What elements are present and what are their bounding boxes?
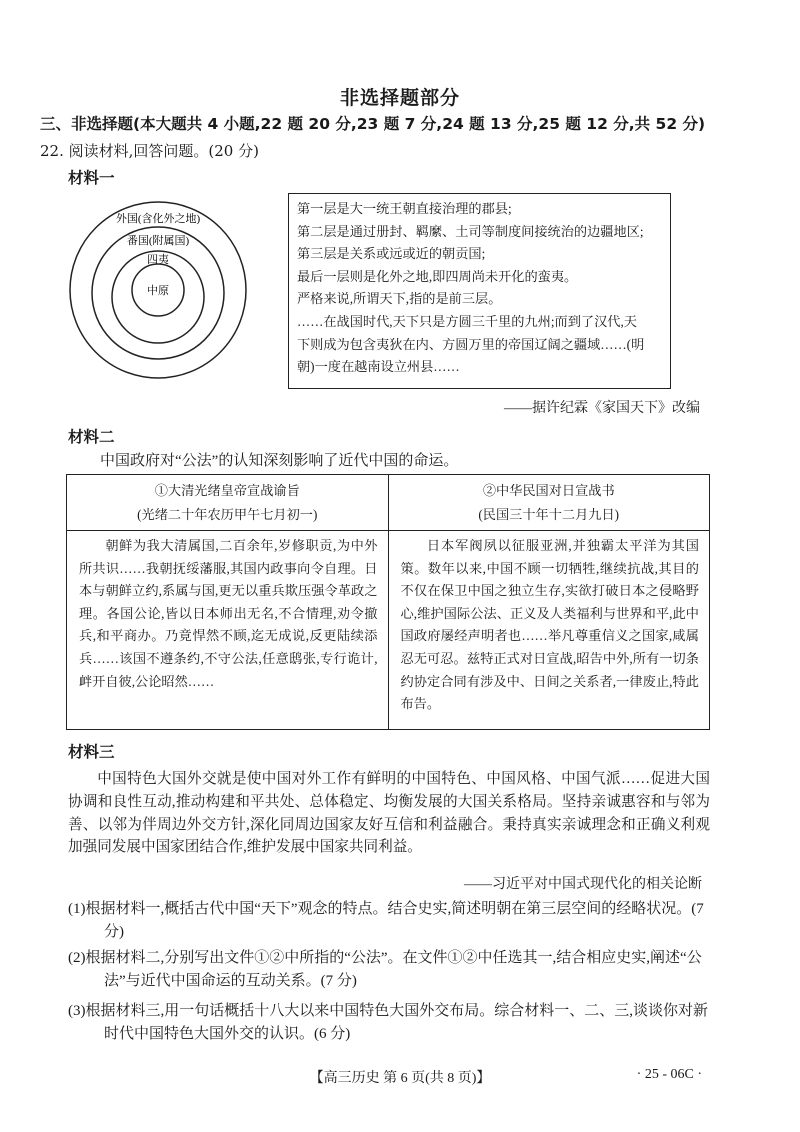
material-3-body: 中国特色大国外交就是使中国对外工作有鲜明的中国特色、中国风格、中国气派……促进大国协调和良性互动,推动构建和平共处、总体稳定、均衡发展的大国关系格局。坚持亲诚惠容和与邻为善、以邻为伴周边外交方针,深化同周边国家友好互信和利益融合。秉持真实亲诚理念和正确义利观加强同发展中国家团结合作,维护发展中国家共同利益。 [68,771,710,856]
document-1-column [67,475,388,729]
label-ring-outer: 外国(含化外之地) [115,213,201,225]
document-2-header [389,475,710,531]
question-2: (2)根据材料二,分别写出文件①②中所指的“公法”。在文件①②中任选其一,结合相应史实,阐述“公法”与近代中国命运的互动关系。(7 分) [68,950,702,989]
material-2-intro: 中国政府对“公法”的认知深刻影响了近代中国的命运。 [100,453,459,469]
document-1-header [67,475,388,531]
page-footer: 【高三历史 第 6 页(共 8 页)】 [309,1071,491,1086]
quote-line: 第三层是关系或远或近的朝贡国; [297,246,486,262]
label-ring-third: 四夷 [147,254,169,266]
quote-line: 下则成为包含夷狄在内、方圆万里的帝国辽阔之疆域……(明 [297,336,645,352]
material-1-quote-box [288,193,671,389]
document-1-date: (光绪二十年农历甲午七月初一) [137,507,318,522]
material-1-label: 材料一 [68,169,115,187]
material-1-source: ——据许纪霖《家国天下》改编 [504,401,700,416]
quote-line: 第一层是大一统王朝直接治理的郡县; [297,201,512,216]
material-3-source: ——习近平对中国式现代化的相关论断 [464,877,702,892]
section-title: 非选择题部分 [339,87,460,109]
question-3: (3)根据材料三,用一句话概括十八大以来中国特色大国外交布局。综合材料一、二、三,谈谈你对新时代中国特色大国外交的认识。(6 分) [68,1003,708,1042]
document-2-column [388,475,710,729]
document-2-title: ②中华民国对日宣战书 [482,483,615,498]
quote-line: 朝)一度在越南设立州县…… [297,359,460,375]
concentric-circle-diagram [68,200,248,380]
quote-line: 严格来说,所谓天下,指的是前三层。 [297,291,502,307]
document-1-body: 朝鲜为我大清属国,二百余年,岁修职贡,为中外所共识……我朝抚绥藩服,其国内政事向令自理。日本与朝鲜立约,系属与国,更无以重兵欺压强令革政之理。各国公论,皆以日本师出无名,不合情理,劝令撤兵,和平商办。乃竟悍然不顾,迄无成说,反更陆续添兵……该国不遵条约,不守公法,任意鸱张,专行诡计,衅开自彼,公论昭然…… [79,538,378,689]
label-center: 中原 [147,285,169,297]
quote-line: 第二层是通过册封、羁縻、土司等制度间接统治的边疆地区; [297,223,644,239]
paper-code: · 25 - 06C · [636,1067,702,1082]
diagram-svg [68,200,248,380]
quote-line: 最后一层则是化外之地,即四周尚未开化的蛮夷。 [297,268,578,284]
question-22-heading: 22. 阅读材料,回答问题。(20 分) [40,142,259,160]
part-heading: 三、非选择题(本大题共 4 小题,22 题 20 分,23 题 7 分,24 题 13 分,25 题 12 分,共 52 分) [40,115,706,133]
document-2-body: 日本军阀夙以征服亚洲,并独霸太平洋为其国策。数年以来,中国不顾一切牺牲,继续抗战,其目的不仅在保卫中国之独立生存,实欲打破日本之侵略野心,维护国际公法、正义及人类福利与世界和平,此中国政府屡经声明者也……举凡尊重信义之国家,咸属忍无可忍。兹特正式对日宣战,昭告中外,所有一切条约协定合同有涉及中、日间之关系者,一律废止,特此布告。 [400,538,699,712]
material-2-document-table [66,474,710,730]
quote-line: ……在战国时代,天下只是方圆三千里的九州;而到了汉代,天 [297,313,637,329]
document-2-date: (民国三十年十二月九日) [478,507,620,522]
material-3-label: 材料三 [68,743,115,761]
question-1: (1)根据材料一,概括古代中国“天下”观念的特点。结合史实,简述明朝在第三层空间的经略状况。(7 分) [68,901,704,940]
material-2-label: 材料二 [68,428,115,446]
label-ring-second: 番国(附属国) [126,235,190,247]
document-1-title: ①大清光绪皇帝宣战谕旨 [154,483,300,498]
